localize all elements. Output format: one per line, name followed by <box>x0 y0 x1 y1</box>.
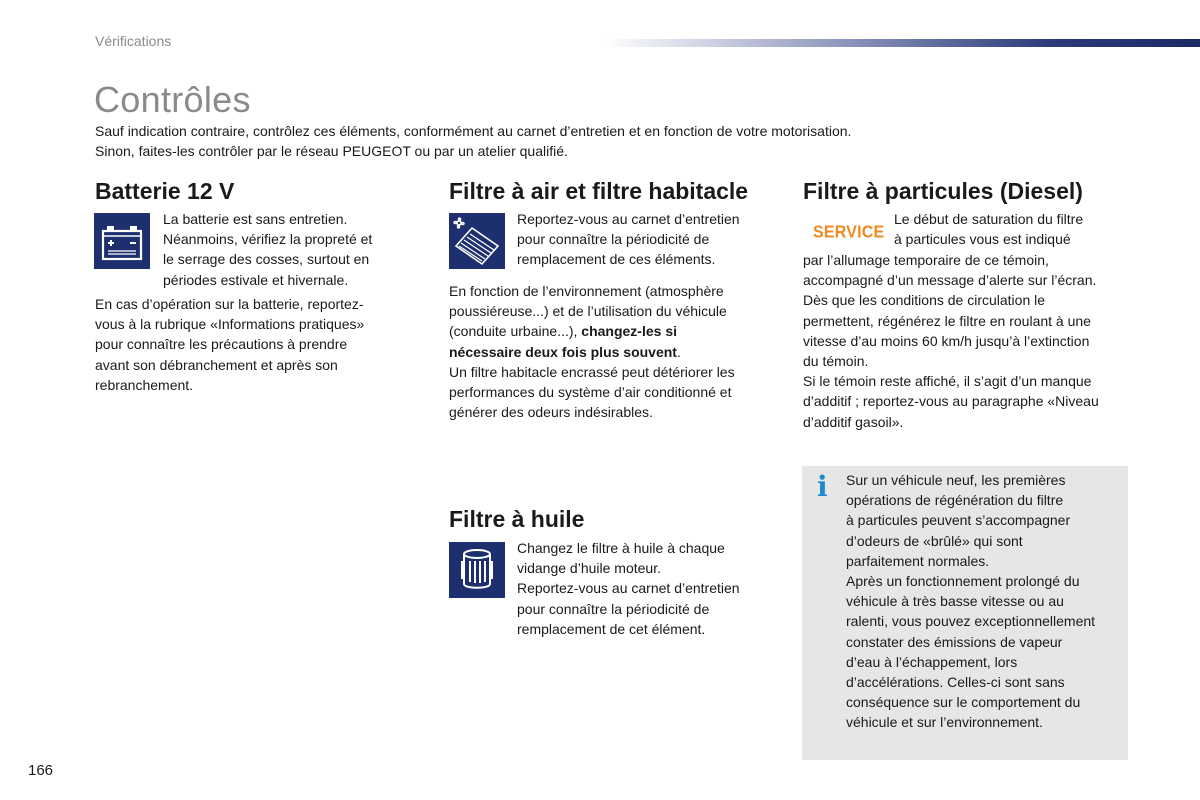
text-line: ralenti, vous pouvez exceptionnellement <box>846 613 1096 630</box>
text-line: constater des émissions de vapeur <box>846 633 1063 650</box>
battery-icon-text <box>163 209 408 290</box>
intro-text <box>95 121 1145 161</box>
text-line: Dès que les conditions de circulation le <box>803 292 1046 309</box>
intro-line: Sinon, faites-les contrôler par le réseau PEUGEOT ou par un atelier qualifié. <box>95 143 568 159</box>
header-gradient-bar <box>604 39 1200 47</box>
text-line: d’additif gasoil». <box>803 413 904 430</box>
text-line: du témoin. <box>803 353 869 370</box>
emphasis-text: changez-les si <box>581 323 677 340</box>
text-line: générer des odeurs indésirables. <box>449 404 653 421</box>
text-line: Changez le filtre à huile à chaque <box>517 540 725 556</box>
text-line: Sur un véhicule neuf, les premières <box>846 472 1066 488</box>
text-line: Néanmoins, vérifiez la propreté et <box>163 231 373 248</box>
text-line: En fonction de l’environnement (atmosphère <box>449 283 724 299</box>
text-line: pour connaître la périodicité de <box>517 231 710 248</box>
battery-body <box>95 294 415 395</box>
emphasis-text: nécessaire deux fois plus souvent <box>449 343 677 360</box>
page-title: Contrôles <box>94 79 251 120</box>
text-line: le serrage des cosses, surtout en <box>163 251 370 268</box>
air-filter-icon <box>449 213 505 269</box>
text-line: d’odeurs de «brûlé» qui sont <box>846 532 1023 549</box>
text-line: pour connaître les précautions à prendre <box>95 336 348 353</box>
text-line: permettent, régénérez le filtre en roulant à une <box>803 312 1091 329</box>
particle-filter-heading: Filtre à particules (Diesel) <box>803 178 1083 204</box>
text-line: conséquence sur le comportement du <box>846 694 1081 711</box>
text-line: d’additif ; reportez-vous au paragraphe «Niveau <box>803 393 1099 410</box>
text-line: d’accélérations. Celles-ci sont sans <box>846 674 1065 691</box>
text-line: véhicule à très basse vitesse ou au <box>846 593 1064 610</box>
intro-line: Sauf indication contraire, contrôlez ces éléments, conformément au carnet d’entretien et en fonction de votre motorisation. <box>95 123 852 139</box>
text-line: Un filtre habitacle encrassé peut détériorer les <box>449 363 735 380</box>
text-line: d’eau à l’échappement, lors <box>846 653 1018 670</box>
text-line: vidange d’huile moteur. <box>517 560 661 577</box>
text-line: La batterie est sans entretien. <box>163 211 348 227</box>
text-line: performances du système d’air conditionné et <box>449 384 732 401</box>
text-line: véhicule et sur l’environnement. <box>846 714 1043 731</box>
text-line: accompagné d’un message d’alerte sur l’écran. <box>803 272 1097 289</box>
text-line: opérations de régénération du filtre <box>846 492 1064 509</box>
text-line: par l’allumage temporaire de ce témoin, <box>803 252 1049 268</box>
air-filter-heading: Filtre à air et filtre habitacle <box>449 178 749 204</box>
air-filter-body <box>449 281 779 422</box>
text-line: avant son débranchement et après son <box>95 356 338 373</box>
text-line: remplacement de cet élément. <box>517 620 706 637</box>
text-line: Reportez-vous au carnet d’entretien <box>517 580 740 597</box>
text-line: pour connaître la périodicité de <box>517 600 710 617</box>
particle-filter-body <box>803 250 1143 432</box>
text-line: Reportez-vous au carnet d’entretien <box>517 211 740 227</box>
service-warning-label: SERVICE <box>813 223 885 242</box>
battery-heading: Batterie 12 V <box>95 178 235 204</box>
section-label: Vérifications <box>95 33 172 49</box>
text-line: Après un fonctionnement prolongé du <box>846 573 1080 590</box>
text-span: (conduite urbaine...), <box>449 323 582 340</box>
text-line: Si le témoin reste affiché, il s’agit d’un manque <box>803 373 1092 390</box>
text-line: remplacement de ces éléments. <box>517 251 716 268</box>
text-line: à particules vous est indiqué <box>894 231 1071 248</box>
text-line: à particules peuvent s’accompagner <box>846 512 1071 529</box>
oil-filter-icon <box>449 542 505 598</box>
text-line: rebranchement. <box>95 376 194 393</box>
text-line: parfaitement normales. <box>846 552 990 569</box>
air-filter-icon-text <box>517 209 777 270</box>
particle-filter-icon-text <box>894 209 1134 249</box>
text-line: Le début de saturation du filtre <box>894 211 1084 227</box>
page-number: 166 <box>28 762 54 779</box>
text-line <box>449 342 779 362</box>
text-line: poussiéreuse...) et de l’utilisation du véhicule <box>449 303 727 320</box>
info-icon: i <box>817 470 828 503</box>
text-span: . <box>676 343 681 360</box>
info-text <box>846 470 1126 733</box>
text-line: vous à la rubrique «Informations pratiques» <box>95 316 365 333</box>
text-line <box>449 321 779 341</box>
oil-filter-text <box>517 538 777 639</box>
oil-filter-heading: Filtre à huile <box>449 506 585 532</box>
car-battery-icon <box>94 213 150 269</box>
text-line: En cas d’opération sur la batterie, reportez- <box>95 296 364 312</box>
text-line: vitesse d’au moins 60 km/h jusqu’à l’extinction <box>803 332 1090 349</box>
text-line: périodes estivale et hivernale. <box>163 271 349 288</box>
